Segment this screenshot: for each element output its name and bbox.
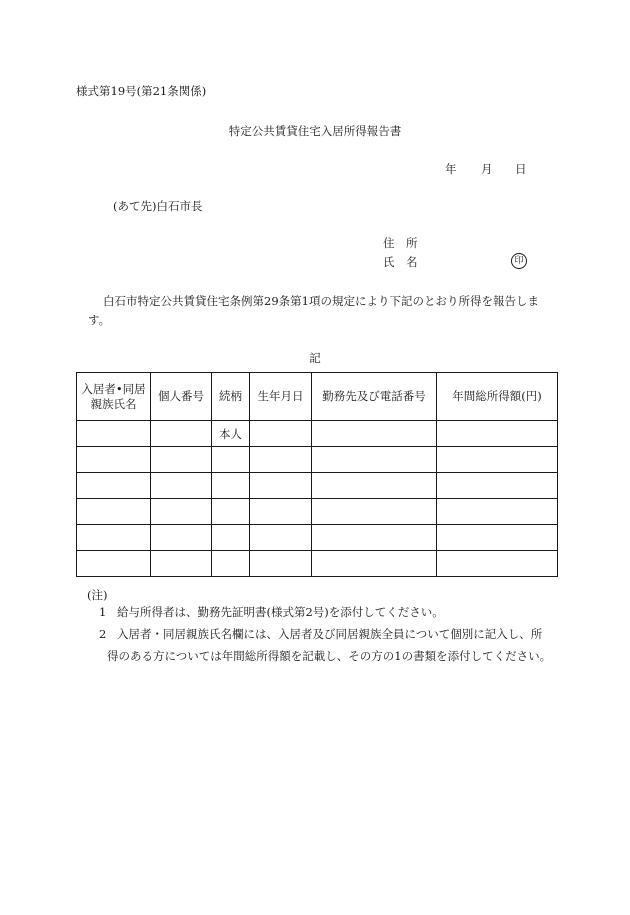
cell-annual-income[interactable] <box>437 421 558 447</box>
cell-relationship[interactable] <box>212 447 250 473</box>
table-row <box>77 473 558 499</box>
cell-name[interactable] <box>77 525 151 551</box>
body-text: 白石市特定公共賃貸住宅条例第29条第1項の規定により下記のとおり所得を報告します。 <box>88 294 539 327</box>
address-label: 住 所 <box>383 236 418 250</box>
income-table <box>76 372 558 577</box>
cell-birth-date[interactable] <box>250 551 312 577</box>
cell-workplace-phone[interactable] <box>312 447 437 473</box>
cell-workplace-phone[interactable] <box>312 525 437 551</box>
addressee: (あて先)白石市長 <box>113 199 203 213</box>
notes-heading: (注) <box>87 588 108 602</box>
cell-name[interactable] <box>77 447 151 473</box>
header-annual-income: 年間総所得額(円) <box>437 373 558 421</box>
cell-personal-number[interactable] <box>151 447 212 473</box>
table-row <box>77 499 558 525</box>
cell-birth-date[interactable] <box>250 447 312 473</box>
header-relationship: 続柄 <box>212 373 250 421</box>
seal-mark: 印 <box>511 253 527 269</box>
header-workplace-phone: 勤務先及び電話番号 <box>312 373 437 421</box>
cell-personal-number[interactable] <box>151 525 212 551</box>
note-text: 入居者・同居親族氏名欄には、入居者及び同居親族全員について個別に記入し、所 <box>117 627 543 641</box>
cell-workplace-phone[interactable] <box>312 473 437 499</box>
cell-annual-income[interactable] <box>437 499 558 525</box>
name-label: 氏 名 <box>383 255 418 269</box>
ki-heading: 記 <box>309 351 321 365</box>
note-number: 1 <box>99 605 107 619</box>
cell-birth-date[interactable] <box>250 473 312 499</box>
cell-name[interactable] <box>77 473 151 499</box>
cell-relationship: 本人 <box>212 421 250 447</box>
cell-personal-number[interactable] <box>151 551 212 577</box>
cell-birth-date[interactable] <box>250 499 312 525</box>
header-name: 入居者•同居親族氏名 <box>77 373 151 421</box>
header-birth-date: 生年月日 <box>250 373 312 421</box>
note-number: 2 <box>99 627 107 641</box>
cell-workplace-phone[interactable] <box>312 499 437 525</box>
cell-name[interactable] <box>77 499 151 525</box>
cell-birth-date[interactable] <box>250 525 312 551</box>
note-text-continued: 得のある方については年間総所得額を記載し、その方の1の書類を添付してください。 <box>107 649 552 663</box>
date-day: 日 <box>515 162 527 176</box>
cell-relationship[interactable] <box>212 499 250 525</box>
table-row <box>77 447 558 473</box>
header-personal-number: 個人番号 <box>151 373 212 421</box>
cell-workplace-phone[interactable] <box>312 551 437 577</box>
cell-annual-income[interactable] <box>437 525 558 551</box>
cell-personal-number[interactable] <box>151 473 212 499</box>
cell-personal-number[interactable] <box>151 421 212 447</box>
table-header-row <box>77 373 558 421</box>
cell-relationship[interactable] <box>212 525 250 551</box>
date-year: 年 <box>445 162 457 176</box>
cell-annual-income[interactable] <box>437 551 558 577</box>
cell-annual-income[interactable] <box>437 447 558 473</box>
note-item-2 <box>99 623 559 667</box>
cell-annual-income[interactable] <box>437 473 558 499</box>
note-item-1 <box>99 601 559 623</box>
date-month: 月 <box>481 162 493 176</box>
note-text: 給与所得者は、勤務先証明書(様式第2号)を添付してください。 <box>117 605 444 619</box>
cell-name[interactable] <box>77 421 151 447</box>
cell-personal-number[interactable] <box>151 499 212 525</box>
form-number: 様式第19号(第21条関係) <box>76 84 207 98</box>
cell-name[interactable] <box>77 551 151 577</box>
table-row <box>77 421 558 447</box>
cell-birth-date[interactable] <box>250 421 312 447</box>
cell-relationship[interactable] <box>212 551 250 577</box>
cell-workplace-phone[interactable] <box>312 421 437 447</box>
cell-relationship[interactable] <box>212 473 250 499</box>
document-title: 特定公共賃貸住宅入居所得報告書 <box>228 124 402 138</box>
table-row <box>77 525 558 551</box>
table-row <box>77 551 558 577</box>
